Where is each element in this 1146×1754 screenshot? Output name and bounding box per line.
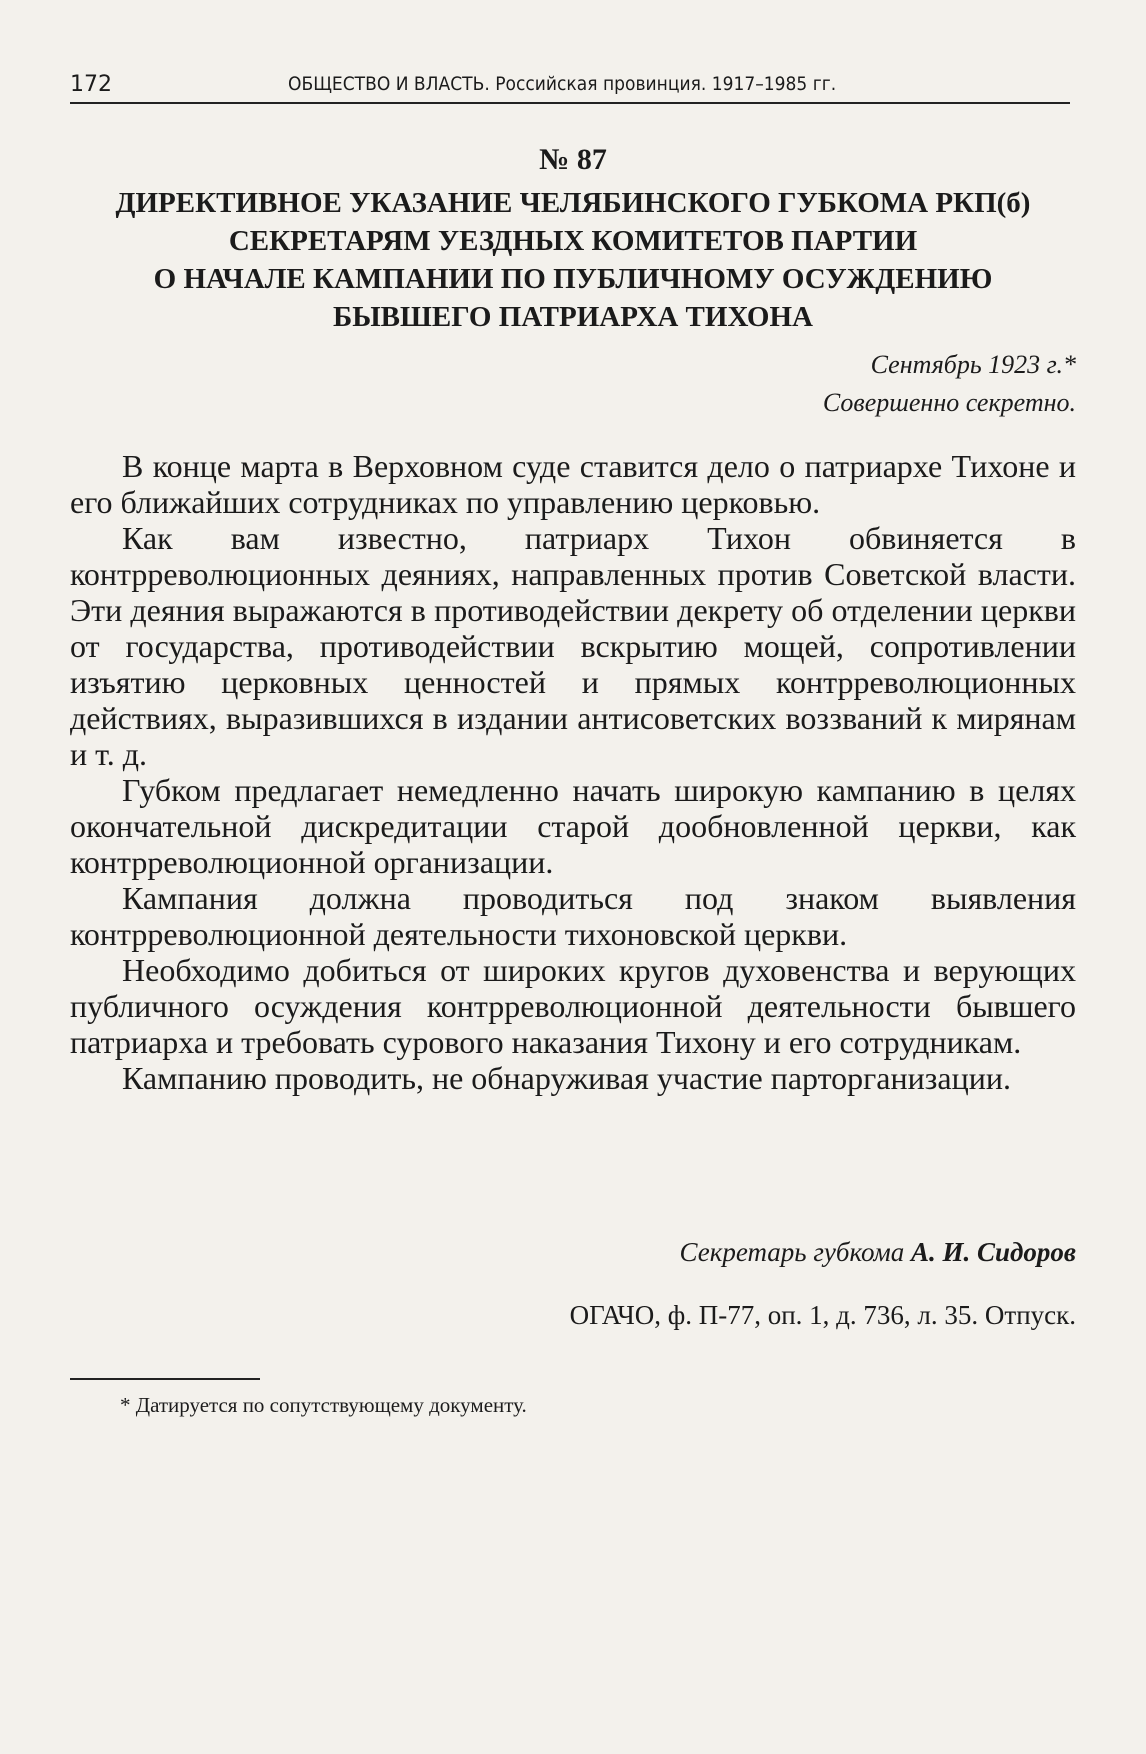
signature-name: А. И. Сидоров bbox=[911, 1237, 1076, 1267]
document-title bbox=[60, 184, 1086, 336]
title-line: О НАЧАЛЕ КАМПАНИИ ПО ПУБЛИЧНОМУ ОСУЖДЕНИЮ bbox=[153, 263, 993, 295]
body-paragraph: Кампанию проводить, не обнаруживая участие парторганизации. bbox=[122, 1060, 1011, 1096]
signature-role: Секретарь губкома bbox=[679, 1237, 905, 1267]
document-number: № 87 bbox=[539, 143, 607, 176]
footnote: * Датируется по сопутствующему документу. bbox=[120, 1393, 527, 1417]
signature bbox=[680, 1237, 1076, 1268]
running-header bbox=[70, 68, 1070, 104]
classification-stamp: Совершенно секретно. bbox=[822, 388, 1076, 417]
body-paragraph: В конце марта в Верховном суде ставится дело о патриархе Тихоне и его ближайших сотрудниках по управлению церковью. bbox=[70, 448, 1076, 520]
title-line: ДИРЕКТИВНОЕ УКАЗАНИЕ ЧЕЛЯБИНСКОГО ГУБКОМА РКП(б) bbox=[115, 187, 1031, 219]
body-paragraph: Как вам известно, патриарх Тихон обвиняется в контрреволюционных деяниях, направленных против Советской власти. Эти деяния выражаются в противодействии декрету об отделении церкви от государства, противодействии вскрытию мощей, сопротивлении изъятию церковных ценностей и прямых контрреволюционных действиях, выразившихся в издании антисоветских воззваний к мирянам и т. д. bbox=[70, 520, 1076, 772]
footnote-divider bbox=[70, 1378, 260, 1380]
body-paragraph: Необходимо добиться от широких кругов духовенства и верующих публичного осуждения контрреволюционной деятельности бывшего патриарха и требовать сурового наказания Тихону и его сотрудникам. bbox=[70, 952, 1076, 1060]
page-number: 172 bbox=[70, 72, 112, 97]
document-date: Сентябрь 1923 г.* bbox=[870, 350, 1076, 379]
document-body bbox=[70, 448, 1076, 1096]
archive-reference: ОГАЧО, ф. П-77, оп. 1, д. 736, л. 35. Отпуск. bbox=[569, 1300, 1076, 1330]
running-title: ОБЩЕСТВО И ВЛАСТЬ. Российская провинция. 1917–1985 гг. bbox=[288, 73, 837, 95]
body-paragraph: Кампания должна проводиться под знаком выявления контрреволюционной деятельности тихоновской церкви. bbox=[70, 880, 1076, 952]
title-line: БЫВШЕГО ПАТРИАРХА ТИХОНА bbox=[333, 301, 813, 333]
title-line: СЕКРЕТАРЯМ УЕЗДНЫХ КОМИТЕТОВ ПАРТИИ bbox=[228, 225, 918, 257]
body-paragraph: Губком предлагает немедленно начать широкую кампанию в целях окончательной дискредитации старой дообновленной церкви, как контрреволюционной организации. bbox=[70, 772, 1076, 880]
